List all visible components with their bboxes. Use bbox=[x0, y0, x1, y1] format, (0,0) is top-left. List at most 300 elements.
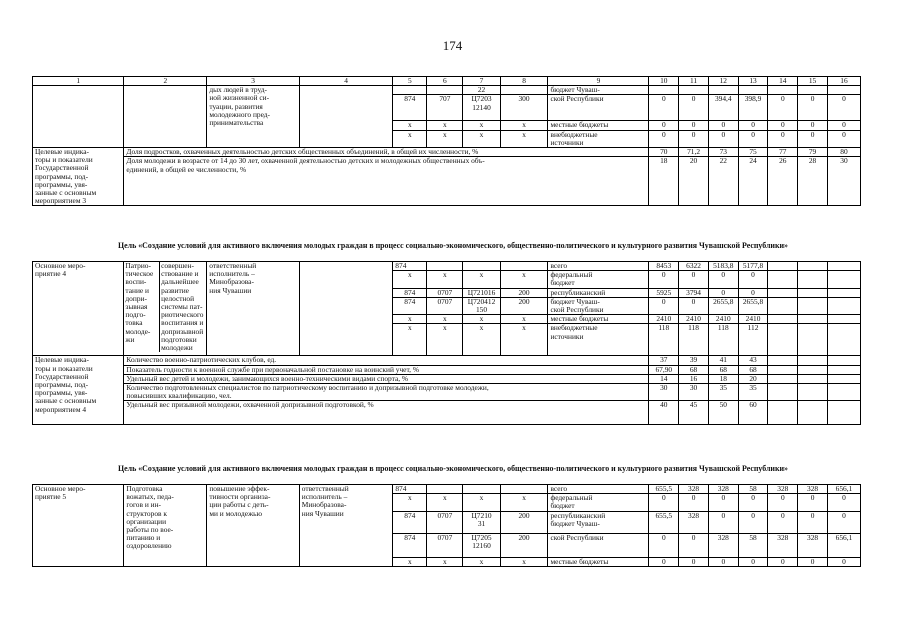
table-measure-4 bbox=[32, 261, 861, 425]
table-row bbox=[33, 485, 861, 494]
code-cell: 0707 bbox=[427, 297, 463, 314]
cell bbox=[768, 365, 798, 374]
value-cell: 73 bbox=[708, 148, 738, 157]
value-cell: 0 bbox=[708, 557, 738, 566]
cell bbox=[500, 485, 548, 494]
code-cell: x bbox=[393, 121, 427, 130]
code-cell: x bbox=[393, 315, 427, 324]
code-cell: 200 bbox=[500, 288, 548, 297]
value-cell: 67,90 bbox=[649, 365, 679, 374]
cell bbox=[827, 315, 860, 324]
text-line: ствование и bbox=[161, 269, 199, 279]
value-cell: 18 bbox=[649, 157, 679, 206]
inner-columns bbox=[124, 262, 206, 352]
text-line: Доля молодежи в возрасте от 14 до 30 лет, охваченной деятельностью детских и молодежных общественных объ- bbox=[126, 156, 485, 166]
code-cell: x bbox=[463, 271, 500, 288]
value-cell: 0 bbox=[738, 130, 768, 147]
code-cell: x bbox=[500, 121, 548, 130]
text-line: ответственный bbox=[209, 261, 257, 270]
cell bbox=[768, 374, 798, 383]
value-cell: 0 bbox=[708, 121, 738, 130]
value-cell: 70 bbox=[649, 148, 679, 157]
value-cell: 0 bbox=[738, 557, 768, 566]
text-line: Государственной bbox=[35, 371, 89, 381]
text-line: зывная bbox=[125, 302, 148, 312]
page-number: 174 bbox=[442, 38, 463, 53]
value-cell: 0 bbox=[679, 121, 709, 130]
cell bbox=[827, 288, 860, 297]
value-cell: 5183,8 bbox=[708, 262, 738, 271]
code-cell: x bbox=[500, 315, 548, 324]
code-cell: 0707 bbox=[427, 533, 463, 557]
indicator-text-cell: Показатель годности к военной службе при первоначальной постановке на воинский учет, % bbox=[124, 365, 649, 374]
text-line: тивности организа- bbox=[209, 492, 271, 502]
cell bbox=[299, 262, 393, 356]
text-line: бюджет bbox=[550, 501, 575, 511]
text-line: приятие 4 bbox=[35, 269, 67, 279]
text-line: питанию и bbox=[126, 533, 161, 543]
code-cell: 200 bbox=[500, 511, 548, 533]
executor-cell bbox=[207, 262, 299, 356]
value-cell: 0 bbox=[649, 121, 679, 130]
value-cell: 0 bbox=[738, 494, 768, 511]
code-cell bbox=[463, 95, 500, 121]
text-line: единений, в общей ее численности, % bbox=[126, 164, 247, 174]
cell bbox=[427, 262, 463, 271]
text-line: товка bbox=[125, 318, 143, 328]
text-line: мероприятием 4 bbox=[35, 404, 87, 414]
code-cell: x bbox=[463, 494, 500, 511]
text-line: источники bbox=[550, 331, 584, 341]
value-cell: 39 bbox=[679, 356, 709, 365]
code-cell: 874 bbox=[393, 95, 427, 121]
column-number: 12 bbox=[708, 77, 738, 86]
value-cell: 118 bbox=[679, 324, 709, 356]
cell bbox=[768, 401, 798, 425]
code-cell: Ц721016 bbox=[463, 288, 500, 297]
value-cell: 0 bbox=[798, 557, 828, 566]
code-cell: x bbox=[463, 315, 500, 324]
cell bbox=[768, 315, 798, 324]
column-number: 3 bbox=[207, 77, 299, 86]
value-cell: 394,4 bbox=[708, 95, 738, 121]
value-cell: 30 bbox=[649, 384, 679, 401]
cell bbox=[679, 86, 709, 95]
value-cell: 0 bbox=[768, 494, 798, 511]
cell bbox=[827, 271, 860, 288]
value-cell: 328 bbox=[708, 533, 738, 557]
indicator-text-cell: Удельный вес призывной молодежи, охваченной допризывной подготовкой, % bbox=[124, 401, 649, 425]
value-cell: 0 bbox=[708, 288, 738, 297]
code-cell: 874 bbox=[393, 485, 427, 494]
code-cell: 874 bbox=[393, 297, 427, 314]
text-line: подго- bbox=[125, 310, 146, 320]
cell bbox=[768, 288, 798, 297]
measure-goal-cell bbox=[160, 262, 207, 352]
cell bbox=[768, 86, 798, 95]
code-cell: x bbox=[393, 494, 427, 511]
text-line: федеральный bbox=[550, 493, 593, 503]
target-article-cell: 22 bbox=[463, 86, 500, 95]
code-cell: 200 bbox=[500, 533, 548, 557]
indicator-row bbox=[33, 356, 861, 365]
value-cell: 0 bbox=[708, 494, 738, 511]
goal-heading: Цель «Создание условий для активного включения молодых граждан в процесс социально-экономического, общественно-политического и культурного развития Чувашской Республики» bbox=[118, 241, 788, 250]
column-number: 11 bbox=[679, 77, 709, 86]
text-line: ми и молодежью bbox=[209, 508, 263, 518]
text-line: ответственный bbox=[301, 484, 349, 493]
value-cell: 0 bbox=[768, 557, 798, 566]
cell bbox=[768, 356, 798, 365]
cell bbox=[768, 324, 798, 356]
funding-source-cell: всего bbox=[548, 262, 649, 271]
value-cell: 68 bbox=[679, 365, 709, 374]
value-cell: 328 bbox=[798, 533, 828, 557]
text-line: ния Чувашии bbox=[209, 285, 252, 295]
column-number: 6 bbox=[427, 77, 463, 86]
value-cell: 0 bbox=[827, 494, 860, 511]
code-cell: 200 bbox=[500, 297, 548, 314]
indicator-text-cell: Удельный вес детей и молодежи, занимающихся военно-техническими видами спорта, % bbox=[124, 374, 649, 383]
value-cell: 58 bbox=[738, 533, 768, 557]
indicators-label-cell bbox=[33, 148, 124, 206]
value-cell: 0 bbox=[708, 271, 738, 288]
funding-source-cell: ской Республики bbox=[548, 533, 649, 557]
value-cell: 0 bbox=[827, 95, 860, 121]
funding-source-cell bbox=[548, 511, 649, 533]
text-line: совершен- bbox=[161, 262, 194, 270]
cell bbox=[798, 365, 828, 374]
text-line: программы, увя- bbox=[35, 179, 88, 189]
column-number: 10 bbox=[649, 77, 679, 86]
value-cell: 18 bbox=[708, 374, 738, 383]
cell bbox=[708, 86, 738, 95]
value-cell: 75 bbox=[738, 148, 768, 157]
code-cell: x bbox=[463, 324, 500, 356]
funding-source-cell bbox=[548, 494, 649, 511]
measure-goal-cell bbox=[207, 86, 299, 148]
text-line: 150 bbox=[475, 305, 488, 315]
value-cell: 0 bbox=[768, 511, 798, 533]
text-line: Минобразова- bbox=[209, 277, 254, 287]
code-cell bbox=[463, 297, 500, 314]
cell bbox=[827, 365, 860, 374]
code-cell: x bbox=[427, 121, 463, 130]
value-cell: 22 bbox=[708, 157, 738, 206]
value-cell: 0 bbox=[649, 297, 679, 314]
value-cell: 77 bbox=[768, 148, 798, 157]
value-cell: 0 bbox=[738, 288, 768, 297]
text-line: торы и показатели bbox=[35, 363, 93, 373]
value-cell: 37 bbox=[649, 356, 679, 365]
indicator-text-cell: Количество военно-патриотических клубов, ед. bbox=[124, 356, 649, 365]
value-cell: 0 bbox=[708, 130, 738, 147]
column-number: 13 bbox=[738, 77, 768, 86]
cell bbox=[827, 297, 860, 314]
text-line: Государственной bbox=[35, 163, 89, 173]
text-line: молоде- bbox=[125, 326, 151, 336]
value-cell: 656,1 bbox=[827, 533, 860, 557]
column-number: 1 bbox=[33, 77, 124, 86]
text-line: исполнитель – bbox=[209, 269, 255, 279]
text-line: Ц7203 bbox=[471, 94, 492, 104]
table-measure-5 bbox=[32, 484, 861, 567]
text-line: тическое bbox=[125, 269, 154, 279]
text-line: молодежи bbox=[161, 343, 193, 353]
code-cell: x bbox=[500, 271, 548, 288]
code-cell: x bbox=[500, 557, 548, 566]
value-cell: 35 bbox=[708, 384, 738, 401]
value-cell: 20 bbox=[679, 157, 709, 206]
text-line: Ц7210 bbox=[471, 511, 492, 520]
value-cell: 28 bbox=[798, 157, 828, 206]
text-line: ной жизненной си- bbox=[209, 93, 270, 103]
text-line: внебюджетные bbox=[550, 130, 598, 139]
column-number: 4 bbox=[299, 77, 393, 86]
indicator-row bbox=[33, 374, 861, 383]
text-line: дальнейшее bbox=[161, 277, 199, 287]
code-cell bbox=[463, 533, 500, 557]
funding-source-cell: всего bbox=[548, 485, 649, 494]
text-line: Минобразова- bbox=[301, 500, 347, 510]
goal-heading: Цель «Создание условий для активного включения молодых граждан в процесс социально-экономического, общественно-политического и культурного развития Чувашской Республики» bbox=[118, 464, 788, 473]
text-line: 31 bbox=[477, 518, 486, 528]
column-number: 15 bbox=[798, 77, 828, 86]
code-cell: x bbox=[393, 557, 427, 566]
code-cell: 0707 bbox=[427, 288, 463, 297]
cell bbox=[827, 401, 860, 425]
text-line: системы пат- bbox=[161, 302, 203, 312]
column-number: 5 bbox=[393, 77, 427, 86]
text-line: Подготовка bbox=[126, 484, 163, 493]
value-cell: 0 bbox=[649, 271, 679, 288]
text-line: ции работы с деть- bbox=[209, 500, 269, 510]
text-line: Ц7205 bbox=[471, 533, 492, 542]
text-line: туации, развития bbox=[209, 101, 263, 111]
table-measure-3 bbox=[32, 76, 861, 206]
value-cell: 0 bbox=[827, 130, 860, 147]
value-cell: 71,2 bbox=[679, 148, 709, 157]
value-cell: 0 bbox=[798, 511, 828, 533]
indicator-row bbox=[33, 148, 861, 157]
value-cell: 0 bbox=[679, 271, 709, 288]
code-cell: 874 bbox=[393, 533, 427, 557]
value-cell: 0 bbox=[649, 95, 679, 121]
value-cell: 2410 bbox=[708, 315, 738, 324]
cell bbox=[463, 485, 500, 494]
text-line: внебюджетные bbox=[550, 323, 598, 333]
code-cell: x bbox=[393, 130, 427, 147]
funding-source-cell: местные бюджеты bbox=[548, 557, 649, 566]
text-line: бюджет bbox=[550, 278, 575, 288]
value-cell: 68 bbox=[738, 365, 768, 374]
column-number: 8 bbox=[500, 77, 548, 86]
value-cell: 656,1 bbox=[827, 485, 860, 494]
value-cell: 2655,8 bbox=[708, 297, 738, 314]
text-line: 12140 bbox=[472, 102, 491, 112]
funding-source-cell bbox=[548, 271, 649, 288]
value-cell: 68 bbox=[708, 365, 738, 374]
value-cell: 118 bbox=[649, 324, 679, 356]
column-number: 9 bbox=[548, 77, 649, 86]
value-cell: 6322 bbox=[679, 262, 709, 271]
cell bbox=[393, 86, 427, 95]
table-row bbox=[33, 86, 861, 95]
code-cell: x bbox=[463, 130, 500, 147]
value-cell: 0 bbox=[827, 121, 860, 130]
value-cell: 112 bbox=[738, 324, 768, 356]
funding-source-cell: бюджет Чуваш- bbox=[548, 86, 649, 95]
text-line: мероприятием 3 bbox=[35, 196, 87, 206]
code-cell: x bbox=[463, 557, 500, 566]
text-line: торы и показатели bbox=[35, 155, 93, 165]
value-cell: 328 bbox=[768, 485, 798, 494]
indicator-row bbox=[33, 157, 861, 206]
indicator-text-cell bbox=[124, 157, 649, 206]
column-number: 16 bbox=[827, 77, 860, 86]
funding-source-cell: ской Республики bbox=[548, 95, 649, 121]
text-line: Патрио- bbox=[125, 262, 151, 270]
code-cell: x bbox=[427, 324, 463, 356]
text-line: 12160 bbox=[472, 540, 491, 550]
text-line: молодежного пред- bbox=[209, 109, 270, 119]
text-line: повысивших квалификацию, чел. bbox=[126, 391, 232, 401]
code-cell: x bbox=[500, 494, 548, 511]
column-number-row bbox=[33, 77, 861, 86]
value-cell: 0 bbox=[798, 95, 828, 121]
funding-source-cell: местные бюджеты bbox=[548, 121, 649, 130]
code-cell: x bbox=[500, 130, 548, 147]
cell bbox=[827, 374, 860, 383]
indicator-row bbox=[33, 384, 861, 401]
cell bbox=[768, 262, 798, 271]
code-cell: 300 bbox=[500, 95, 548, 121]
funding-source-cell: республиканский bbox=[548, 288, 649, 297]
value-cell: 40 bbox=[649, 401, 679, 425]
cell bbox=[798, 315, 828, 324]
code-cell: 0707 bbox=[427, 511, 463, 533]
text-line: республиканский bbox=[550, 511, 606, 520]
code-cell: x bbox=[427, 557, 463, 566]
code-cell: x bbox=[393, 271, 427, 288]
value-cell: 0 bbox=[738, 121, 768, 130]
cell bbox=[798, 356, 828, 365]
value-cell: 0 bbox=[738, 271, 768, 288]
value-cell: 0 bbox=[827, 557, 860, 566]
text-line: вожатых, педа- bbox=[126, 492, 174, 502]
value-cell: 43 bbox=[738, 356, 768, 365]
text-line: Ц720412 bbox=[467, 297, 496, 306]
cell bbox=[827, 384, 860, 401]
code-cell: 874 bbox=[393, 288, 427, 297]
text-line: ния Чувашии bbox=[301, 508, 344, 518]
text-line: Целевые индика- bbox=[35, 355, 90, 365]
value-cell: 0 bbox=[679, 95, 709, 121]
value-cell: 0 bbox=[738, 511, 768, 533]
text-line: Основное меро- bbox=[35, 484, 86, 493]
value-cell: 24 bbox=[738, 157, 768, 206]
value-cell: 328 bbox=[768, 533, 798, 557]
value-cell: 0 bbox=[679, 130, 709, 147]
value-cell: 0 bbox=[798, 121, 828, 130]
column-number: 7 bbox=[463, 77, 500, 86]
value-cell: 16 bbox=[679, 374, 709, 383]
text-line: допризывной bbox=[161, 326, 204, 336]
code-cell: x bbox=[393, 324, 427, 356]
code-cell: x bbox=[427, 315, 463, 324]
value-cell: 8453 bbox=[649, 262, 679, 271]
value-cell: 0 bbox=[798, 494, 828, 511]
value-cell: 58 bbox=[738, 485, 768, 494]
value-cell: 45 bbox=[679, 401, 709, 425]
cell bbox=[827, 324, 860, 356]
value-cell: 26 bbox=[768, 157, 798, 206]
value-cell: 0 bbox=[679, 557, 709, 566]
code-cell: x bbox=[427, 494, 463, 511]
value-cell: 2655,8 bbox=[738, 297, 768, 314]
table-row bbox=[33, 262, 861, 271]
measure-title-cell bbox=[124, 485, 207, 567]
text-line: исполнитель – bbox=[301, 492, 348, 502]
column-number: 2 bbox=[124, 77, 207, 86]
cell bbox=[33, 86, 124, 148]
cell bbox=[299, 86, 393, 148]
cell bbox=[768, 297, 798, 314]
text-line: источники bbox=[550, 137, 584, 147]
text-line: бюджет Чуваш- bbox=[550, 518, 600, 528]
text-line: программы, под- bbox=[35, 171, 89, 181]
code-cell: x bbox=[427, 271, 463, 288]
text-line: структоров к bbox=[126, 508, 167, 518]
value-cell: 118 bbox=[708, 324, 738, 356]
text-line: организации bbox=[126, 516, 167, 526]
value-cell: 328 bbox=[708, 485, 738, 494]
text-line: Основное меро- bbox=[35, 261, 86, 270]
cell bbox=[124, 86, 207, 148]
cell bbox=[827, 356, 860, 365]
value-cell: 60 bbox=[738, 401, 768, 425]
cell bbox=[500, 262, 548, 271]
cell bbox=[827, 262, 860, 271]
cell bbox=[738, 86, 768, 95]
text-line: жи bbox=[125, 334, 135, 344]
text-line: тание и bbox=[125, 285, 150, 295]
cell bbox=[649, 86, 679, 95]
code-cell: x bbox=[500, 324, 548, 356]
text-line: программы, под- bbox=[35, 380, 89, 390]
value-cell: 655,5 bbox=[649, 485, 679, 494]
text-line: воспи- bbox=[125, 277, 147, 287]
cell bbox=[768, 384, 798, 401]
value-cell: 398,9 bbox=[738, 95, 768, 121]
text-line: федеральный bbox=[550, 270, 593, 280]
value-cell: 0 bbox=[649, 557, 679, 566]
text-line: подготовки bbox=[161, 334, 197, 344]
text-line: Количество подготовленных специалистов по патриотическому воспитанию и допризывной подготовке молодежи, bbox=[126, 383, 489, 393]
executor-cell bbox=[299, 485, 393, 567]
cell bbox=[798, 374, 828, 383]
text-line: работы по вое- bbox=[126, 525, 174, 535]
cell bbox=[798, 271, 828, 288]
text-line: занные с основным bbox=[35, 396, 97, 406]
value-cell: 328 bbox=[679, 511, 709, 533]
text-line: Целевые индика- bbox=[35, 147, 90, 157]
text-line: программы, увя- bbox=[35, 388, 88, 398]
text-line: оздоровлению bbox=[126, 541, 172, 551]
measure-title-cell bbox=[124, 262, 159, 352]
text-line: дых людей в труд- bbox=[209, 85, 267, 95]
value-cell: 50 bbox=[708, 401, 738, 425]
